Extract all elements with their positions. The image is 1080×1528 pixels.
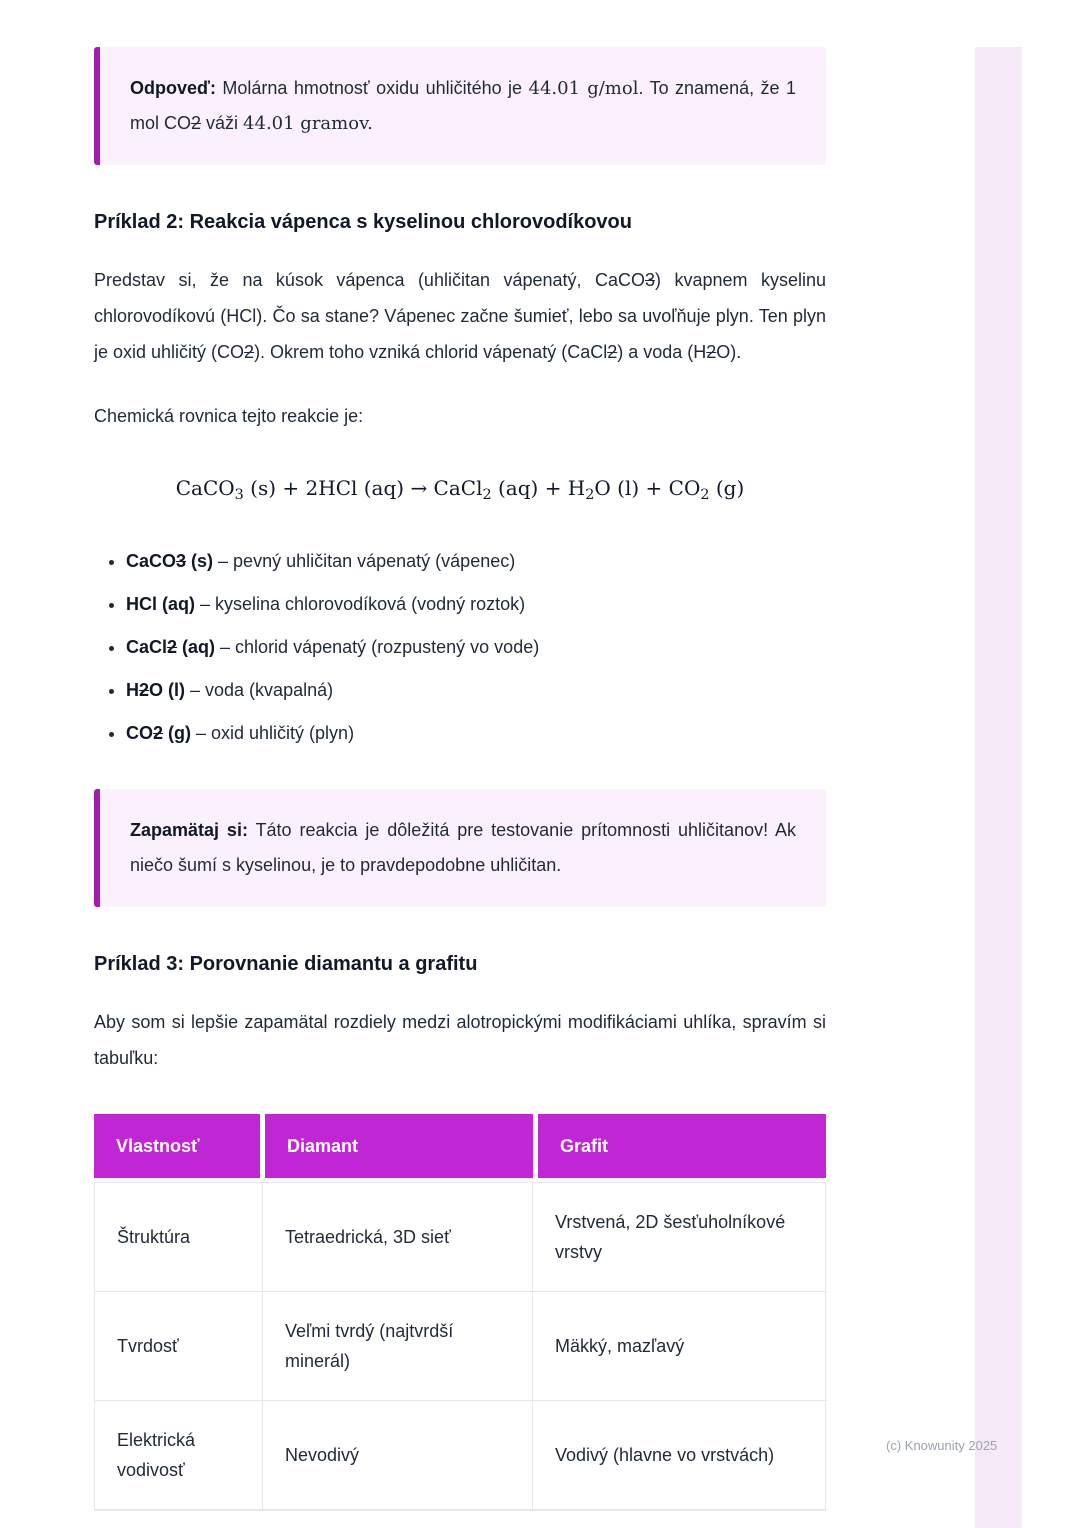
text-segment: (g) bbox=[709, 476, 745, 500]
text-segment: Odpoveď: bbox=[130, 78, 216, 98]
text-segment: – kyselina chlorovodíková (vodný roztok) bbox=[195, 594, 526, 615]
paragraph-equation-label: Chemická rovnica tejto reakcie je: bbox=[94, 406, 364, 426]
text-segment: (s) bbox=[186, 551, 214, 572]
table-header-cell: Grafit bbox=[538, 1114, 826, 1178]
table-cell bbox=[533, 1292, 827, 1401]
table-cell-text: Štruktúra bbox=[117, 1227, 191, 1248]
table-cell-text: Mäkký, mazľavý bbox=[555, 1336, 685, 1357]
text-segment: HCl (aq) bbox=[126, 594, 195, 615]
comparison-table bbox=[94, 1114, 826, 1511]
list-item bbox=[126, 590, 826, 618]
subscript-digit: 2 bbox=[585, 487, 595, 504]
struck-digit: 3 bbox=[644, 270, 655, 290]
subscript-digit: 3 bbox=[234, 487, 244, 504]
table-cell bbox=[263, 1401, 533, 1510]
text-segment: (aq) + H bbox=[491, 476, 586, 500]
table-cell bbox=[263, 1183, 533, 1292]
text-segment: – voda (kvapalná) bbox=[185, 680, 334, 701]
table-header-cell: Diamant bbox=[265, 1114, 533, 1178]
text-segment: H bbox=[126, 680, 139, 701]
list-item bbox=[126, 633, 826, 661]
struck-digit: 2 bbox=[244, 342, 255, 362]
subscript-digit: 2 bbox=[700, 487, 710, 504]
text-segment: ). Okrem toho vzniká chlorid vápenatý (CaCl bbox=[254, 342, 608, 362]
copyright-footer: (c) Knowunity 2025 bbox=[886, 1438, 998, 1453]
struck-digit: 2 bbox=[706, 342, 717, 362]
table-cell-text: Nevodivý bbox=[285, 1445, 360, 1466]
struck-digit: 2 bbox=[153, 723, 164, 744]
table-cell bbox=[533, 1183, 827, 1292]
text-segment: Táto reakcia je dôležitá pre testovanie prítomnosti uhličitanov! Ak niečo šumí s kyselinou, je to pravdepodobne uhličitan. bbox=[130, 820, 797, 876]
remember-callout bbox=[94, 789, 826, 907]
struck-digit: 2 bbox=[167, 637, 178, 658]
table-cell-text: Vrstvená, 2D šesťuholníkové vrstvy bbox=[555, 1212, 786, 1263]
text-segment: ) a voda (H bbox=[617, 342, 707, 362]
table-cell bbox=[95, 1183, 263, 1292]
text-segment: CaCO bbox=[175, 476, 235, 500]
struck-digit: 2 bbox=[607, 342, 618, 362]
table-cell bbox=[263, 1292, 533, 1401]
text-segment: (aq) bbox=[177, 637, 216, 658]
table-cell bbox=[95, 1292, 263, 1401]
table-header-cell: Vlastnosť bbox=[94, 1114, 260, 1178]
table-cell-text: Veľmi tvrdý (najtvrdší minerál) bbox=[285, 1321, 454, 1372]
table-cell-text: Vodivý (hlavne vo vrstvách) bbox=[555, 1445, 775, 1466]
paragraph-limestone-reaction bbox=[94, 262, 826, 370]
text-segment: O (l) + CO bbox=[594, 476, 701, 500]
text-segment: CaCl bbox=[126, 637, 168, 658]
text-segment: Molárna hmotnosť oxidu uhličitého je bbox=[215, 78, 529, 98]
text-segment: – chlorid vápenatý (rozpustený vo vode) bbox=[215, 637, 540, 658]
text-segment: – pevný uhličitan vápenatý (vápenec) bbox=[213, 551, 516, 572]
heading-example-2: Príklad 2: Reakcia vápenca s kyselinou chlorovodíkovou bbox=[94, 211, 632, 233]
subscript-digit: 2 bbox=[482, 487, 492, 504]
chemical-equation bbox=[94, 476, 826, 503]
text-segment: váži bbox=[201, 113, 244, 133]
text-segment: 44.01 gramov. bbox=[243, 113, 373, 134]
text-segment: Zapamätaj si: bbox=[130, 820, 248, 841]
table-body bbox=[94, 1182, 826, 1511]
list-item bbox=[126, 676, 826, 704]
text-segment: 44.01 g/mol bbox=[528, 78, 639, 99]
table-cell-text: Tvrdosť bbox=[117, 1336, 179, 1357]
text-segment: CaCO bbox=[126, 551, 177, 572]
page-side-strip bbox=[975, 47, 1022, 1528]
text-segment: Predstav si, že na kúsok vápenca (uhličitan vápenatý, CaCO bbox=[94, 270, 645, 290]
reaction-species-list bbox=[94, 547, 826, 747]
list-item bbox=[126, 547, 826, 575]
text-segment: CO bbox=[126, 723, 153, 744]
struck-digit: 2 bbox=[139, 680, 150, 701]
list-item bbox=[126, 719, 826, 747]
struck-digit: 2 bbox=[191, 113, 202, 133]
text-segment: O (l) bbox=[149, 680, 186, 701]
table-cell bbox=[95, 1401, 263, 1510]
text-segment: ) kvapnem kyselinu chlorovodíkovú (HCl). Čo sa stane? Vápenec začne šumieť, lebo sa uvoľňuje plyn. Ten plyn je oxid uhličitý (CO bbox=[94, 270, 826, 362]
table-cell-text: Tetraedrická, 3D sieť bbox=[285, 1227, 451, 1248]
text-segment: . To znamená, že 1 mol CO bbox=[130, 78, 796, 133]
heading-example-3: Príklad 3: Porovnanie diamantu a grafitu bbox=[94, 953, 478, 976]
table-header-row bbox=[94, 1114, 826, 1178]
table-cell-text: Elektrická vodivosť bbox=[117, 1430, 196, 1481]
text-segment: (s) + 2HCl (aq) → CaCl bbox=[243, 476, 483, 500]
page-content bbox=[94, 47, 826, 1511]
text-segment: – oxid uhličitý (plyn) bbox=[191, 723, 355, 744]
table-cell bbox=[533, 1401, 827, 1510]
paragraph-table-intro: Aby som si lepšie zapamätal rozdiely medzi alotropickými modifikáciami uhlíka, spravím si tabuľku: bbox=[94, 1012, 826, 1069]
text-segment: (g) bbox=[163, 723, 191, 744]
text-segment: O). bbox=[716, 342, 742, 362]
answer-callout bbox=[94, 47, 826, 165]
struck-digit: 3 bbox=[176, 551, 187, 572]
